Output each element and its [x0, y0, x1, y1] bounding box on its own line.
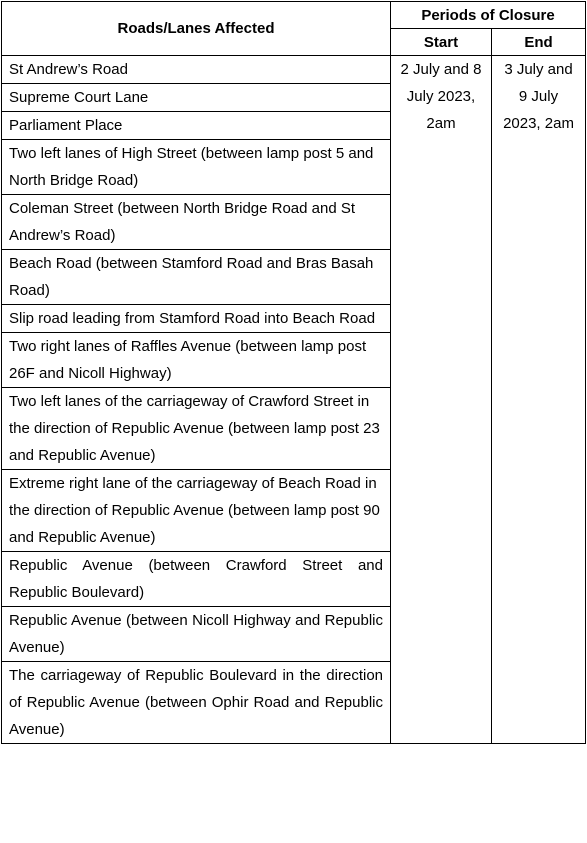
- road-cell: Two left lanes of the carriageway of Crawford Street in the direction of Republic Avenue (between lamp post 23 and Republic Avenue): [2, 388, 391, 470]
- header-roads-affected: Roads/Lanes Affected: [2, 2, 391, 56]
- road-cell: St Andrew’s Road: [2, 56, 391, 84]
- road-cell: Two left lanes of High Street (between lamp post 5 and North Bridge Road): [2, 140, 391, 195]
- road-cell: Republic Avenue (between Crawford Street and Republic Boulevard): [2, 552, 391, 607]
- road-cell: Republic Avenue (between Nicoll Highway and Republic Avenue): [2, 607, 391, 662]
- closure-start-cell: 2 July and 8 July 2023, 2am: [391, 56, 492, 744]
- road-closure-table: [1, 1, 586, 744]
- header-periods-of-closure: Periods of Closure: [391, 2, 586, 29]
- road-cell: Slip road leading from Stamford Road into Beach Road: [2, 305, 391, 333]
- road-cell: Two right lanes of Raffles Avenue (between lamp post 26F and Nicoll Highway): [2, 333, 391, 388]
- road-cell: Coleman Street (between North Bridge Road and St Andrew’s Road): [2, 195, 391, 250]
- closure-end-cell: 3 July and 9 July 2023, 2am: [492, 56, 586, 744]
- table-row: [2, 56, 586, 84]
- road-cell: The carriageway of Republic Boulevard in the direction of Republic Avenue (between Ophir Road and Republic Avenue): [2, 662, 391, 744]
- road-cell: Supreme Court Lane: [2, 84, 391, 112]
- road-cell: Beach Road (between Stamford Road and Bras Basah Road): [2, 250, 391, 305]
- road-cell: Extreme right lane of the carriageway of Beach Road in the direction of Republic Avenue (between lamp post 90 and Republic Avenue): [2, 470, 391, 552]
- header-start: Start: [391, 29, 492, 56]
- header-end: End: [492, 29, 586, 56]
- road-cell: Parliament Place: [2, 112, 391, 140]
